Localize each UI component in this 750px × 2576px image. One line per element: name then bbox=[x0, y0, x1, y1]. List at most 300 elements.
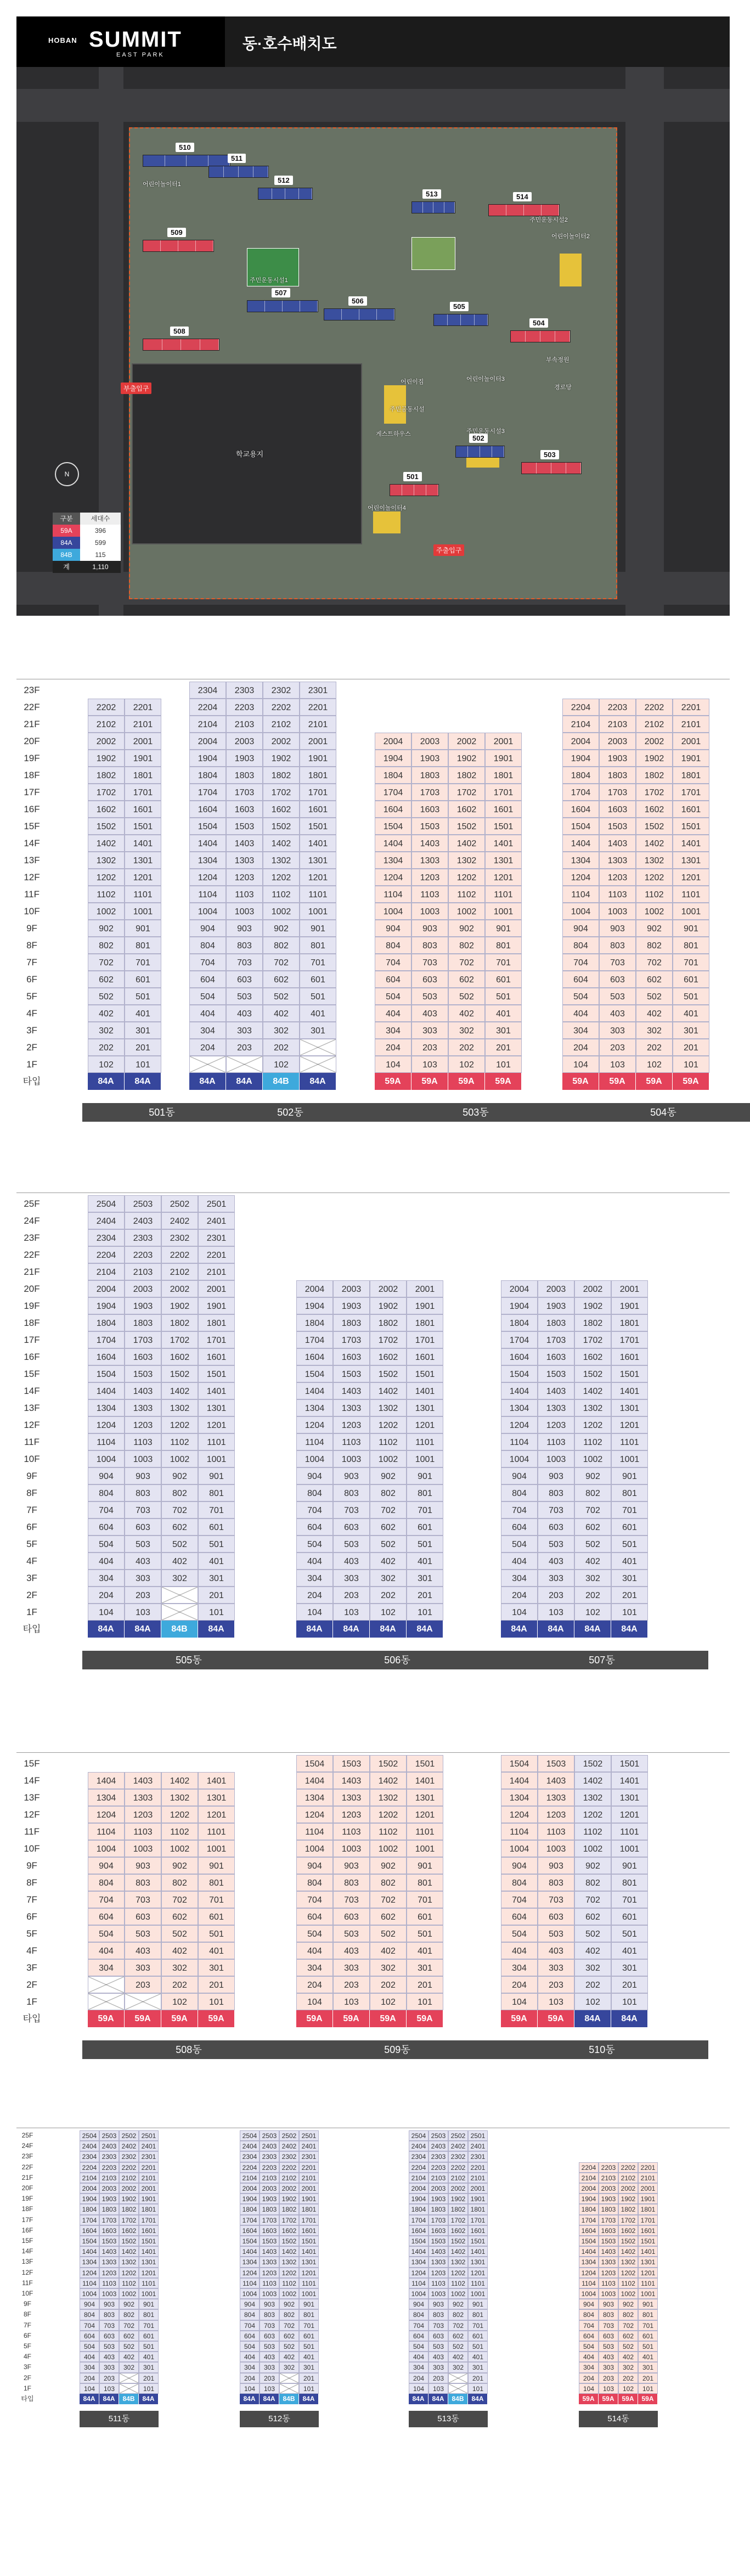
unit-cell: 1701 bbox=[125, 784, 161, 801]
unit-cell: 1303 bbox=[599, 2257, 618, 2267]
unit-cell: 1203 bbox=[411, 869, 448, 886]
unit-type-cell: 59A bbox=[485, 1073, 522, 1090]
unit-cell: 1301 bbox=[198, 1399, 235, 1416]
unit-cell: 2102 bbox=[636, 716, 673, 733]
unit-cell: 103 bbox=[260, 2383, 279, 2394]
unit-cell: 2003 bbox=[599, 2183, 618, 2193]
unit-cell: 101 bbox=[485, 1056, 522, 1073]
unit-cell: 303 bbox=[538, 1959, 574, 1976]
unit-cell: 203 bbox=[428, 2373, 448, 2383]
unit-cell: 1202 bbox=[370, 1416, 407, 1433]
unit-cell: 201 bbox=[638, 2373, 658, 2383]
map-building bbox=[521, 462, 582, 474]
unit-cell: 2101 bbox=[468, 2173, 488, 2183]
unit-cell: 2002 bbox=[88, 733, 125, 750]
unit-cell: 2403 bbox=[99, 2141, 119, 2151]
unit-cell: 2403 bbox=[260, 2141, 279, 2151]
unit-cell: 1501 bbox=[300, 818, 336, 835]
unit-cell: 2103 bbox=[125, 1263, 161, 1280]
unit-cell: 1102 bbox=[263, 886, 300, 903]
unit-cell: 1003 bbox=[125, 1450, 161, 1467]
unit-cell: 1204 bbox=[88, 1416, 125, 1433]
legend-count: 115 bbox=[80, 549, 121, 561]
unit-cell: 103 bbox=[333, 1604, 370, 1621]
unit-cell: 101 bbox=[407, 1604, 443, 1621]
unit-cell: 502 bbox=[161, 1925, 198, 1942]
unit-cell: 1603 bbox=[125, 1348, 161, 1365]
floor-label: 14F bbox=[24, 1386, 40, 1396]
unit-cell: 1203 bbox=[599, 2268, 618, 2278]
legend-header: 세대수 bbox=[80, 513, 121, 525]
unit-cell: 204 bbox=[375, 1039, 411, 1056]
unit-cell: 601 bbox=[300, 971, 336, 988]
unit-cell: 801 bbox=[407, 1484, 443, 1501]
floor-label: 4F bbox=[26, 1556, 37, 1566]
unit-cell: 102 bbox=[263, 1056, 300, 1073]
unit-type-cell: 84A bbox=[240, 2394, 260, 2404]
unit-cell: 1202 bbox=[370, 1806, 407, 1823]
unit-cell: 403 bbox=[260, 2352, 279, 2362]
unit-cell: 1304 bbox=[296, 1789, 333, 1806]
unit-cell: 2502 bbox=[279, 2130, 299, 2141]
unit-cell: 701 bbox=[611, 1891, 648, 1908]
unit-cell-none bbox=[161, 1604, 198, 1621]
unit-cell: 703 bbox=[428, 2320, 448, 2331]
unit-cell: 1002 bbox=[448, 2288, 468, 2299]
unit-cell: 1701 bbox=[468, 2215, 488, 2225]
unit-cell: 1902 bbox=[636, 750, 673, 767]
unit-cell: 1204 bbox=[189, 869, 226, 886]
map-building-label: 504 bbox=[529, 318, 548, 328]
unit-cell: 1302 bbox=[448, 852, 485, 869]
unit-cell: 1601 bbox=[198, 1348, 235, 1365]
floor-label: 6F bbox=[26, 1522, 37, 1532]
unit-cell: 804 bbox=[296, 1484, 333, 1501]
map-facility-label: 주민운동시설1 bbox=[250, 277, 288, 284]
unit-cell: 1201 bbox=[198, 1806, 235, 1823]
unit-cell: 503 bbox=[125, 1925, 161, 1942]
unit-cell: 1102 bbox=[574, 1823, 611, 1840]
unit-cell: 103 bbox=[125, 1604, 161, 1621]
unit-cell: 802 bbox=[161, 1484, 198, 1501]
unit-type-cell: 84A bbox=[296, 1621, 333, 1638]
unit-cell: 1603 bbox=[538, 1348, 574, 1365]
unit-cell: 903 bbox=[99, 2299, 119, 2309]
unit-cell: 2104 bbox=[579, 2173, 599, 2183]
map-building-label: 514 bbox=[513, 192, 532, 201]
unit-cell: 603 bbox=[538, 1518, 574, 1536]
unit-cell: 2104 bbox=[240, 2173, 260, 2183]
unit-cell: 2201 bbox=[299, 2162, 319, 2173]
floor-label: 23F bbox=[24, 1233, 40, 1243]
unit-cell: 1603 bbox=[260, 2225, 279, 2236]
unit-cell: 2503 bbox=[99, 2130, 119, 2141]
unit-cell-none bbox=[88, 1976, 125, 1993]
unit-type-cell: 59A bbox=[161, 2010, 198, 2027]
unit-cell: 203 bbox=[538, 1587, 574, 1604]
unit-cell: 1602 bbox=[448, 801, 485, 818]
unit-cell: 1204 bbox=[562, 869, 599, 886]
unit-cell: 204 bbox=[240, 2373, 260, 2383]
unit-cell: 1302 bbox=[279, 2257, 299, 2267]
unit-cell-none bbox=[119, 2373, 139, 2383]
unit-cell: 1201 bbox=[125, 869, 161, 886]
unit-cell: 2303 bbox=[99, 2151, 119, 2162]
unit-type-cell: 84A bbox=[300, 1073, 336, 1090]
unit-cell: 203 bbox=[125, 1587, 161, 1604]
unit-cell: 302 bbox=[161, 1570, 198, 1587]
unit-cell: 804 bbox=[501, 1484, 538, 1501]
unit-cell: 1402 bbox=[161, 1382, 198, 1399]
unit-cell: 1003 bbox=[538, 1450, 574, 1467]
unit-cell: 902 bbox=[263, 920, 300, 937]
unit-cell: 1004 bbox=[240, 2288, 260, 2299]
unit-cell: 2001 bbox=[198, 1280, 235, 1297]
unit-cell: 1101 bbox=[468, 2278, 488, 2288]
unit-cell: 2302 bbox=[279, 2151, 299, 2162]
unit-cell: 1903 bbox=[411, 750, 448, 767]
unit-cell: 704 bbox=[240, 2320, 260, 2331]
unit-cell: 203 bbox=[333, 1587, 370, 1604]
unit-cell: 901 bbox=[407, 1857, 443, 1874]
floor-label: 24F bbox=[21, 2142, 33, 2150]
unit-cell: 1403 bbox=[333, 1772, 370, 1789]
floor-label: 10F bbox=[24, 1454, 40, 1464]
unit-cell: 1601 bbox=[638, 2225, 658, 2236]
unit-cell: 2002 bbox=[263, 733, 300, 750]
unit-cell: 1002 bbox=[574, 1840, 611, 1857]
building-segment bbox=[526, 331, 540, 342]
unit-cell: 604 bbox=[88, 1908, 125, 1925]
unit-cell-none bbox=[125, 1993, 161, 2010]
unit-cell: 1403 bbox=[125, 1772, 161, 1789]
unit-cell: 1001 bbox=[300, 903, 336, 920]
unit-cell: 1303 bbox=[411, 852, 448, 869]
unit-cell: 702 bbox=[618, 2320, 638, 2331]
unit-cell: 1003 bbox=[599, 903, 636, 920]
unit-cell: 1501 bbox=[638, 2236, 658, 2246]
floor-label: 11F bbox=[24, 1437, 40, 1447]
map-facility-label: 주민운동시설2 bbox=[529, 217, 568, 223]
unit-cell: 102 bbox=[161, 1993, 198, 2010]
unit-cell: 1201 bbox=[407, 1806, 443, 1823]
floor-label: 5F bbox=[26, 1928, 37, 1939]
unit-cell: 401 bbox=[125, 1005, 161, 1022]
unit-cell: 1104 bbox=[409, 2278, 428, 2288]
unit-cell: 1802 bbox=[88, 767, 125, 784]
unit-cell: 2302 bbox=[119, 2151, 139, 2162]
unit-cell: 901 bbox=[468, 2299, 488, 2309]
unit-cell: 702 bbox=[574, 1501, 611, 1518]
unit-cell-none bbox=[161, 1587, 198, 1604]
unit-cell: 1901 bbox=[300, 750, 336, 767]
unit-cell: 1202 bbox=[618, 2268, 638, 2278]
unit-cell: 904 bbox=[88, 1857, 125, 1874]
unit-cell: 1103 bbox=[125, 1823, 161, 1840]
unit-cell: 902 bbox=[574, 1467, 611, 1484]
unit-cell: 504 bbox=[501, 1925, 538, 1942]
unit-cell: 204 bbox=[80, 2373, 99, 2383]
unit-cell: 602 bbox=[448, 2331, 468, 2341]
unit-cell: 1401 bbox=[468, 2246, 488, 2257]
unit-cell: 402 bbox=[88, 1005, 125, 1022]
unit-cell: 402 bbox=[574, 1942, 611, 1959]
legend-header: 구분 bbox=[53, 513, 80, 525]
unit-cell: 2102 bbox=[263, 716, 300, 733]
unit-cell: 603 bbox=[411, 971, 448, 988]
unit-cell: 1803 bbox=[226, 767, 263, 784]
unit-cell: 602 bbox=[161, 1908, 198, 1925]
type-row-label: 타입 bbox=[22, 2013, 41, 2024]
unit-cell: 1803 bbox=[99, 2204, 119, 2214]
unit-cell: 1203 bbox=[99, 2268, 119, 2278]
map-building bbox=[143, 240, 214, 252]
unit-cell: 101 bbox=[125, 1056, 161, 1073]
unit-cell: 1001 bbox=[198, 1450, 235, 1467]
unit-cell: 702 bbox=[119, 2320, 139, 2331]
brand-small: HOBAN bbox=[48, 36, 77, 44]
unit-cell: 1804 bbox=[240, 2204, 260, 2214]
unit-cell: 1401 bbox=[611, 1772, 648, 1789]
unit-cell: 1001 bbox=[611, 1450, 648, 1467]
unit-cell: 1302 bbox=[574, 1789, 611, 1806]
unit-cell: 901 bbox=[198, 1467, 235, 1484]
unit-cell: 1701 bbox=[673, 784, 709, 801]
unit-cell: 202 bbox=[574, 1587, 611, 1604]
building-segment bbox=[253, 166, 268, 177]
unit-cell: 1804 bbox=[189, 767, 226, 784]
unit-cell: 1402 bbox=[263, 835, 300, 852]
unit-cell: 202 bbox=[370, 1976, 407, 1993]
unit-cell: 2002 bbox=[618, 2183, 638, 2193]
unit-cell: 1503 bbox=[333, 1755, 370, 1772]
unit-cell: 601 bbox=[299, 2331, 319, 2341]
unit-cell: 1301 bbox=[468, 2257, 488, 2267]
unit-cell: 1704 bbox=[80, 2215, 99, 2225]
unit-cell: 203 bbox=[599, 1039, 636, 1056]
unit-type-cell: 59A bbox=[370, 2010, 407, 2027]
unit-cell: 201 bbox=[611, 1587, 648, 1604]
unit-cell: 1002 bbox=[161, 1450, 198, 1467]
unit-cell: 904 bbox=[189, 920, 226, 937]
unit-cell: 2402 bbox=[119, 2141, 139, 2151]
building-segment bbox=[402, 485, 414, 496]
unit-cell: 604 bbox=[240, 2331, 260, 2341]
floor-label: 7F bbox=[26, 957, 37, 968]
unit-cell: 502 bbox=[448, 2341, 468, 2352]
unit-cell: 402 bbox=[161, 1942, 198, 1959]
unit-cell: 703 bbox=[599, 2320, 618, 2331]
unit-cell: 2304 bbox=[409, 2151, 428, 2162]
unit-cell: 1602 bbox=[618, 2225, 638, 2236]
unit-cell: 504 bbox=[562, 988, 599, 1005]
building-segment bbox=[342, 309, 359, 320]
unit-cell: 802 bbox=[448, 2309, 468, 2320]
unit-cell-none bbox=[88, 1993, 125, 2010]
unit-cell: 1202 bbox=[279, 2268, 299, 2278]
unit-cell: 2201 bbox=[139, 2162, 159, 2173]
unit-cell-none bbox=[300, 1039, 336, 1056]
unit-cell: 2403 bbox=[125, 1212, 161, 1229]
unit-cell: 301 bbox=[638, 2362, 658, 2372]
unit-cell: 1404 bbox=[409, 2246, 428, 2257]
floor-label: 17F bbox=[24, 1335, 40, 1345]
unit-cell: 802 bbox=[574, 1484, 611, 1501]
unit-cell: 802 bbox=[279, 2309, 299, 2320]
unit-cell: 1703 bbox=[428, 2215, 448, 2225]
unit-cell: 302 bbox=[263, 1022, 300, 1039]
unit-cell: 1203 bbox=[125, 1416, 161, 1433]
unit-cell: 703 bbox=[125, 1891, 161, 1908]
unit-cell: 1801 bbox=[638, 2204, 658, 2214]
unit-cell: 1201 bbox=[300, 869, 336, 886]
unit-cell: 2104 bbox=[189, 716, 226, 733]
unit-cell: 1302 bbox=[636, 852, 673, 869]
unit-cell: 2003 bbox=[125, 1280, 161, 1297]
floor-label: 16F bbox=[21, 2226, 33, 2234]
floor-label: 13F bbox=[24, 1792, 40, 1803]
unit-type-cell: 84A bbox=[226, 1073, 263, 1090]
floor-label: 1F bbox=[23, 2384, 31, 2392]
unit-cell: 1004 bbox=[375, 903, 411, 920]
floor-label: 19F bbox=[21, 2195, 33, 2203]
building-segment bbox=[299, 188, 313, 199]
unit-cell: 503 bbox=[260, 2341, 279, 2352]
unit-cell: 1004 bbox=[296, 1840, 333, 1857]
unit-cell: 1803 bbox=[599, 2204, 618, 2214]
unit-cell: 303 bbox=[599, 1022, 636, 1039]
unit-cell: 1304 bbox=[80, 2257, 99, 2267]
unit-type-cell: 59A bbox=[638, 2394, 658, 2404]
unit-cell: 901 bbox=[198, 1857, 235, 1874]
floor-label: 20F bbox=[24, 736, 40, 746]
floor-label: 16F bbox=[24, 1352, 40, 1362]
building-segment bbox=[537, 463, 551, 474]
unit-cell: 1001 bbox=[673, 903, 709, 920]
map-building-label: 511 bbox=[228, 154, 246, 163]
unit-cell: 802 bbox=[161, 1874, 198, 1891]
unit-cell-none bbox=[448, 2383, 468, 2394]
unit-cell: 2304 bbox=[88, 1229, 125, 1246]
unit-cell: 2104 bbox=[80, 2173, 99, 2183]
unit-cell: 301 bbox=[300, 1022, 336, 1039]
unit-cell: 2201 bbox=[638, 2162, 658, 2173]
unit-cell: 1402 bbox=[448, 2246, 468, 2257]
unit-cell: 1304 bbox=[579, 2257, 599, 2267]
unit-cell: 1701 bbox=[485, 784, 522, 801]
building-name-bar: 511동 bbox=[80, 2411, 159, 2427]
unit-cell: 1001 bbox=[299, 2288, 319, 2299]
unit-cell: 701 bbox=[407, 1891, 443, 1908]
unit-cell: 1502 bbox=[263, 818, 300, 835]
unit-cell: 1602 bbox=[88, 801, 125, 818]
unit-type-cell: 59A bbox=[673, 1073, 709, 1090]
unit-cell: 1003 bbox=[125, 1840, 161, 1857]
unit-cell: 701 bbox=[673, 954, 709, 971]
unit-cell: 303 bbox=[125, 1570, 161, 1587]
unit-cell: 1703 bbox=[333, 1331, 370, 1348]
unit-cell: 903 bbox=[125, 1467, 161, 1484]
map-building bbox=[143, 155, 230, 167]
unit-cell: 702 bbox=[574, 1891, 611, 1908]
unit-cell: 2402 bbox=[279, 2141, 299, 2151]
unit-cell: 2401 bbox=[299, 2141, 319, 2151]
unit-cell: 1301 bbox=[125, 852, 161, 869]
floor-label: 1F bbox=[26, 1996, 37, 2007]
unit-type-cell: 59A bbox=[296, 2010, 333, 2027]
unit-cell: 2004 bbox=[88, 1280, 125, 1297]
type-row-label: 타입 bbox=[22, 1076, 41, 1087]
unit-cell: 501 bbox=[407, 1925, 443, 1942]
unit-cell: 601 bbox=[125, 971, 161, 988]
unit-cell: 1904 bbox=[296, 1297, 333, 1314]
unit-cell: 504 bbox=[579, 2341, 599, 2352]
unit-cell: 1802 bbox=[448, 2204, 468, 2214]
unit-cell: 1703 bbox=[599, 784, 636, 801]
unit-cell: 1601 bbox=[299, 2225, 319, 2236]
unit-cell: 803 bbox=[538, 1484, 574, 1501]
unit-cell: 1804 bbox=[579, 2204, 599, 2214]
unit-cell: 1503 bbox=[125, 1365, 161, 1382]
unit-cell: 304 bbox=[409, 2362, 428, 2372]
unit-cell: 1204 bbox=[579, 2268, 599, 2278]
unit-cell: 2003 bbox=[428, 2183, 448, 2193]
unit-cell: 1604 bbox=[375, 801, 411, 818]
unit-cell: 602 bbox=[161, 1518, 198, 1536]
unit-cell: 1302 bbox=[161, 1399, 198, 1416]
unit-cell-none bbox=[189, 1056, 226, 1073]
unit-cell: 202 bbox=[88, 1039, 125, 1056]
unit-cell: 103 bbox=[599, 1056, 636, 1073]
unit-cell: 803 bbox=[125, 1874, 161, 1891]
unit-cell: 402 bbox=[618, 2352, 638, 2362]
unit-cell: 2503 bbox=[428, 2130, 448, 2141]
unit-cell: 1303 bbox=[538, 1789, 574, 1806]
unit-cell: 1404 bbox=[501, 1772, 538, 1789]
unit-cell: 601 bbox=[139, 2331, 159, 2341]
unit-cell: 1201 bbox=[139, 2268, 159, 2278]
unit-cell: 303 bbox=[125, 1959, 161, 1976]
unit-cell: 1302 bbox=[370, 1789, 407, 1806]
unit-cell: 602 bbox=[263, 971, 300, 988]
unit-cell: 902 bbox=[574, 1857, 611, 1874]
unit-cell: 2001 bbox=[673, 733, 709, 750]
unit-cell: 1503 bbox=[333, 1365, 370, 1382]
unit-cell: 2404 bbox=[240, 2141, 260, 2151]
unit-cell: 404 bbox=[189, 1005, 226, 1022]
map-building bbox=[143, 339, 219, 351]
unit-cell: 604 bbox=[501, 1518, 538, 1536]
unit-cell: 503 bbox=[333, 1536, 370, 1553]
unit-cell: 302 bbox=[161, 1959, 198, 1976]
floor-label: 15F bbox=[24, 1369, 40, 1379]
building-name-bar: 501동 bbox=[82, 1103, 241, 1122]
unit-cell: 2202 bbox=[119, 2162, 139, 2173]
unit-cell: 1204 bbox=[296, 1416, 333, 1433]
unit-cell: 402 bbox=[370, 1553, 407, 1570]
unit-cell: 902 bbox=[448, 920, 485, 937]
unit-cell: 1404 bbox=[579, 2246, 599, 2257]
unit-cell: 1904 bbox=[189, 750, 226, 767]
unit-cell: 202 bbox=[618, 2373, 638, 2383]
unit-cell: 602 bbox=[279, 2331, 299, 2341]
unit-cell: 1003 bbox=[428, 2288, 448, 2299]
unit-cell: 2004 bbox=[80, 2183, 99, 2193]
unit-cell: 1803 bbox=[125, 1314, 161, 1331]
unit-cell: 804 bbox=[296, 1874, 333, 1891]
unit-cell: 201 bbox=[299, 2373, 319, 2383]
unit-cell: 1502 bbox=[448, 2236, 468, 2246]
